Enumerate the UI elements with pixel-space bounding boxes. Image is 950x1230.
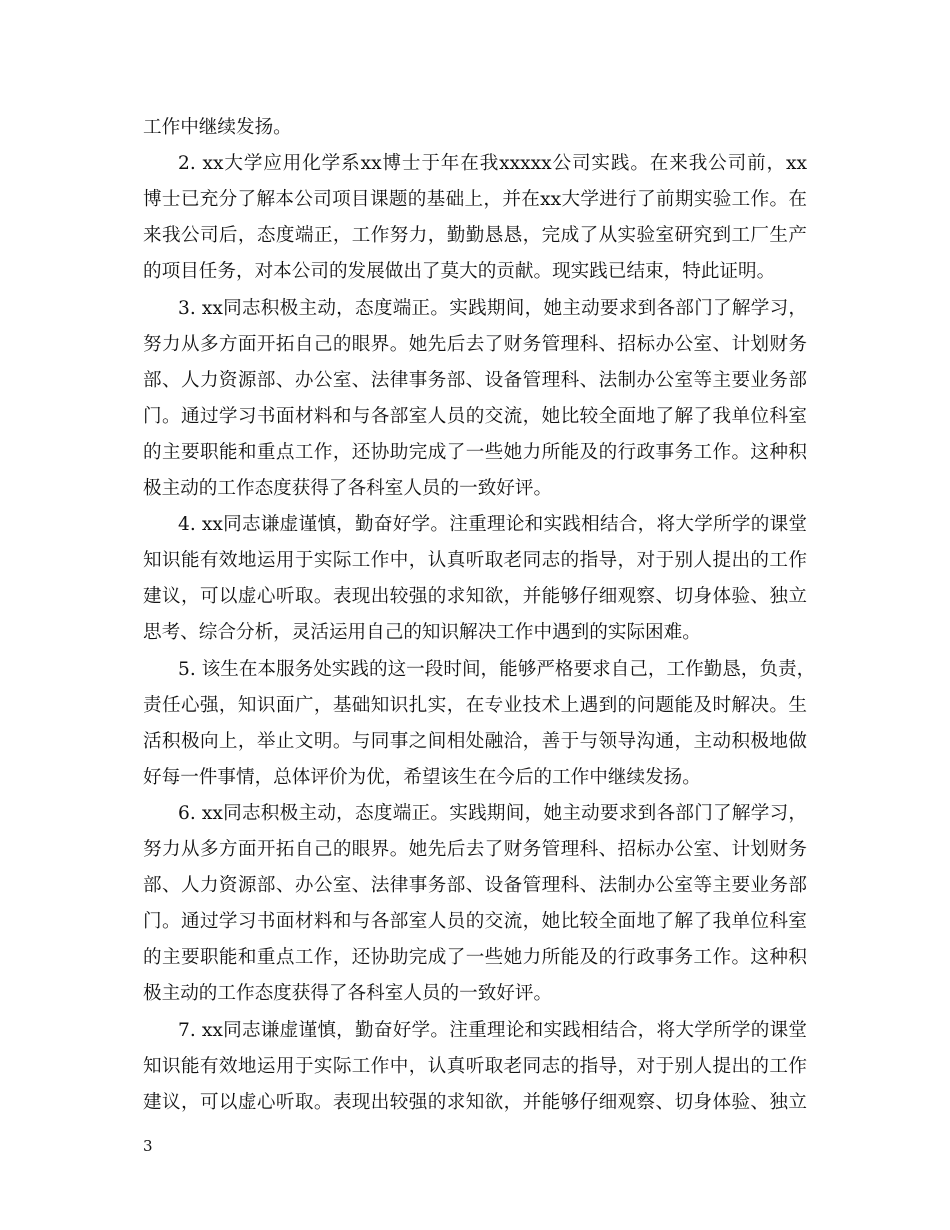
paragraph-2-line-1: 努力从多方面开拓自己的眼界。她先后去了财务管理科、招标办公室、计划财务	[143, 334, 807, 355]
paragraph-5-line-0: 6. xx同志积极主动，态度端正。实践期间，她主动要求到各部门了解学习，	[178, 803, 807, 824]
paragraph-1-line-3: 的项目任务，对本公司的发展做出了莫大的贡献。现实践已结束，特此证明。	[143, 261, 776, 282]
paragraph-0-line-0: 工作中继续发扬。	[143, 117, 292, 138]
paragraph-4-line-0: 5. 该生在本服务处实践的这一段时间，能够严格要求自己，工作勤恳，负责，	[178, 659, 816, 680]
paragraph-3-line-1: 知识能有效地运用于实际工作中，认真听取老同志的指导，对于别人提出的工作	[143, 550, 807, 571]
paragraph-4-line-3: 好每一件事情，总体评价为优，希望该生在今后的工作中继续发扬。	[143, 767, 701, 788]
paragraph-4-line-2: 活积极向上，举止文明。与同事之间相处融洽，善于与领导沟通，主动积极地做	[143, 731, 807, 752]
paragraph-1-line-0: 2. xx大学应用化学系xx博士于年在我xxxxx公司实践。在来我公司前，xx	[178, 153, 807, 174]
paragraph-4-line-1: 责任心强，知识面广，基础知识扎实，在专业技术上遇到的问题能及时解决。生	[143, 695, 807, 716]
paragraph-3-line-0: 4. xx同志谦虚谨慎，勤奋好学。注重理论和实践相结合，将大学所学的课堂	[178, 514, 807, 535]
paragraph-5-line-4: 的主要职能和重点工作，还协助完成了一些她力所能及的行政事务工作。这种积	[143, 947, 807, 968]
paragraph-1-line-2: 来我公司后，态度端正，工作努力，勤勤恳恳，完成了从实验室研究到工厂生产	[143, 225, 807, 246]
paragraph-6-line-2: 建议，可以虚心听取。表现出较强的求知欲，并能够仔细观察、切身体验、独立	[143, 1092, 807, 1113]
paragraph-6-line-0: 7. xx同志谦虚谨慎，勤奋好学。注重理论和实践相结合，将大学所学的课堂	[178, 1020, 807, 1041]
paragraph-2-line-4: 的主要职能和重点工作，还协助完成了一些她力所能及的行政事务工作。这种积	[143, 442, 807, 463]
paragraph-5-line-5: 极主动的工作态度获得了各科室人员的一致好评。	[143, 983, 553, 1004]
paragraph-1-line-1: 博士已充分了解本公司项目课题的基础上，并在xx大学进行了前期实验工作。在	[143, 189, 807, 210]
paragraph-3-line-2: 建议，可以虚心听取。表现出较强的求知欲，并能够仔细观察、切身体验、独立	[143, 586, 807, 607]
paragraph-5-line-1: 努力从多方面开拓自己的眼界。她先后去了财务管理科、招标办公室、计划财务	[143, 839, 807, 860]
paragraph-6-line-1: 知识能有效地运用于实际工作中，认真听取老同志的指导，对于别人提出的工作	[143, 1056, 807, 1077]
paragraph-2-line-2: 部、人力资源部、办公室、法律事务部、设备管理科、法制办公室等主要业务部	[143, 370, 807, 391]
paragraph-3-line-3: 思考、综合分析，灵活运用自己的知识解决工作中遇到的实际困难。	[143, 622, 701, 643]
paragraph-5-line-2: 部、人力资源部、办公室、法律事务部、设备管理科、法制办公室等主要业务部	[143, 875, 807, 896]
paragraph-2-line-3: 门。通过学习书面材料和与各部室人员的交流，她比较全面地了解了我单位科室	[143, 406, 807, 427]
paragraph-5-line-3: 门。通过学习书面材料和与各部室人员的交流，她比较全面地了解了我单位科室	[143, 911, 807, 932]
page-number: 3	[143, 1137, 153, 1155]
paragraph-2-line-0: 3. xx同志积极主动，态度端正。实践期间，她主动要求到各部门了解学习，	[178, 298, 807, 319]
paragraph-2-line-5: 极主动的工作态度获得了各科室人员的一致好评。	[143, 478, 553, 499]
